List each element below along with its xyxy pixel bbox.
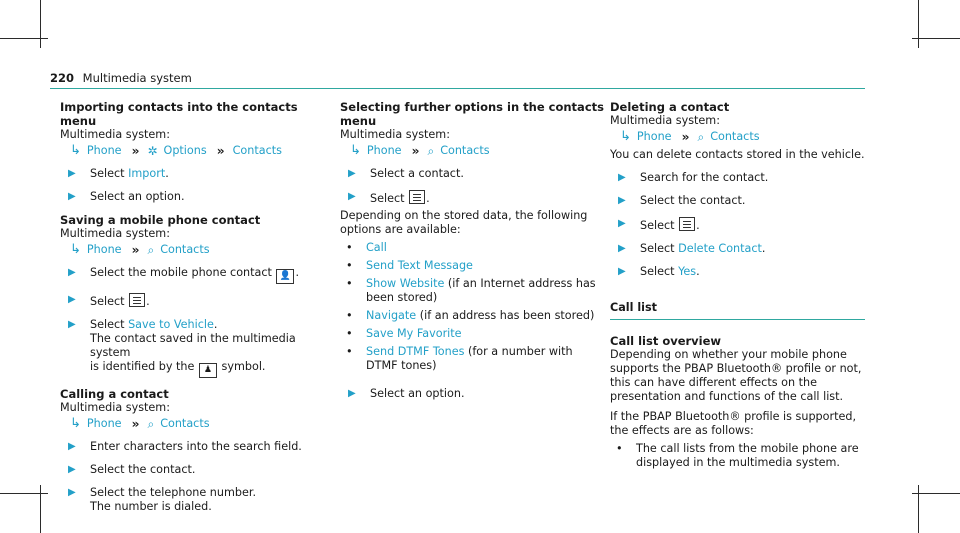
bullet-icon: •: [346, 241, 353, 254]
search-icon: ⌕: [147, 417, 155, 431]
save-title: Saving a mobile phone contact: [60, 213, 261, 227]
step-text: Select: [90, 167, 129, 180]
step-text: Select: [370, 192, 405, 205]
step: [340, 387, 605, 401]
column-3: [610, 100, 865, 470]
ms-label: Multimedia system:: [60, 128, 170, 141]
header-rule: [50, 88, 865, 89]
ms-label: Multimedia system:: [610, 114, 720, 127]
path-contacts: Contacts: [710, 130, 760, 143]
step-desc: is identified by the: [90, 360, 195, 373]
options-desc: [340, 209, 605, 237]
ms-label: Multimedia system:: [60, 227, 170, 240]
step-desc: The contact saved in the multimedia system: [90, 332, 296, 359]
option-note: (if an address has been stored): [416, 309, 595, 322]
call-list-heading: Call list: [610, 301, 658, 314]
step-text: Select an option.: [90, 190, 185, 203]
menu-icon: [129, 293, 145, 307]
page-number: 220: [50, 71, 75, 85]
step-bullet-icon: ▶: [618, 195, 626, 206]
overview-title: Call list overview: [610, 334, 722, 348]
menu-icon: [409, 190, 425, 204]
overview-bullet: The call lists from the mobile phone are displayed in the multimedia system.: [636, 442, 859, 469]
bullet-icon: •: [346, 259, 353, 272]
call-path: [60, 417, 325, 431]
path-contacts: Contacts: [232, 144, 282, 157]
step: [60, 486, 325, 514]
option-link: Send Text Message: [366, 259, 473, 272]
option-note: (if an Internet address has been stored): [366, 277, 596, 304]
step-text: Search for the contact.: [640, 171, 769, 184]
overview-paragraph: If the PBAP Bluetooth® profile is supported, the effects are as follows:: [610, 410, 857, 437]
step-bullet-icon: ▶: [68, 487, 76, 498]
path-phone: Phone: [86, 417, 122, 430]
step: ▶ Select .: [340, 190, 605, 206]
step-bullet-icon: ▶: [68, 294, 76, 305]
list-item: [340, 277, 605, 305]
step-bullet-icon: ▶: [68, 191, 76, 202]
step: ▶ Select the mobile phone contact 👤 .: [60, 266, 325, 284]
call-title: Calling a contact: [60, 387, 169, 401]
step-bullet-icon: ▶: [348, 191, 356, 202]
page-header: [50, 71, 192, 85]
step-text: Select the contact.: [640, 194, 746, 207]
crop-mark: [912, 493, 960, 494]
ms-label: Multimedia system:: [340, 128, 450, 141]
crop-mark: [40, 485, 41, 533]
step-bullet-icon: ▶: [618, 172, 626, 183]
crop-mark: [918, 0, 919, 48]
step-text: Select a contact.: [370, 167, 464, 180]
list-item: [340, 309, 605, 323]
step-text: Select the contact.: [90, 463, 196, 476]
path-phone: Phone: [636, 130, 672, 143]
step-text: Select: [640, 219, 675, 232]
chevron-right-icon: ››: [216, 144, 223, 158]
list-item: [610, 442, 865, 470]
save-path: [60, 243, 325, 257]
step-text: .: [213, 318, 218, 331]
section-rule: [610, 319, 865, 320]
bullet-icon: •: [616, 442, 623, 455]
path-phone: Phone: [86, 144, 122, 157]
option-link: Call: [366, 241, 387, 254]
header-title: Multimedia system: [82, 71, 192, 85]
chevron-right-icon: ››: [131, 243, 138, 257]
option-link: Show Website: [366, 277, 445, 290]
path-arrow-icon: ↳: [70, 416, 81, 431]
import-path: [60, 144, 325, 158]
bullet-icon: •: [346, 345, 353, 358]
step-bullet-icon: ▶: [348, 388, 356, 399]
list-item: [340, 345, 605, 373]
step: [60, 318, 325, 378]
delete-title: Deleting a contact: [610, 100, 730, 114]
step: ▶ Select Yes.: [610, 265, 865, 279]
step-bullet-icon: ▶: [68, 441, 76, 452]
column-2: [340, 100, 605, 401]
step-text: Select: [90, 295, 125, 308]
step: [60, 440, 325, 454]
step: [60, 190, 325, 204]
crop-mark: [912, 38, 960, 39]
step: [610, 194, 865, 208]
path-arrow-icon: ↳: [620, 129, 631, 144]
option-link: Navigate: [366, 309, 417, 322]
step-bullet-icon: ▶: [618, 218, 626, 229]
path-phone: Phone: [366, 144, 402, 157]
path-arrow-icon: ↳: [70, 143, 81, 158]
path-phone: Phone: [86, 243, 122, 256]
option-note: (for a number with DTMF tones): [366, 345, 573, 372]
path-options: Options: [163, 144, 207, 157]
vehicle-contact-icon: ♟: [199, 363, 217, 378]
import-link: Import: [128, 167, 166, 180]
list-item: [340, 327, 605, 341]
step-bullet-icon: ▶: [618, 243, 626, 254]
chevron-right-icon: ››: [131, 144, 138, 158]
step-bullet-icon: ▶: [68, 267, 76, 278]
path-arrow-icon: ↳: [350, 143, 361, 158]
search-icon: ⌕: [147, 243, 155, 257]
search-icon: ⌕: [697, 130, 705, 144]
bullet-icon: •: [346, 327, 353, 340]
chevron-right-icon: ››: [411, 144, 418, 158]
step-text: Select the mobile phone contact: [90, 266, 272, 279]
step-text: Select: [640, 242, 679, 255]
step: ▶ Select Delete Contact.: [610, 242, 865, 256]
list-item: [340, 259, 605, 273]
path-contacts: Contacts: [160, 417, 210, 430]
step-bullet-icon: ▶: [348, 168, 356, 179]
delete-path: [610, 130, 865, 144]
chevron-right-icon: ››: [681, 130, 688, 144]
delete-desc: You can delete contacts stored in the vehicle.: [610, 148, 865, 161]
option-link: Send DTMF Tones: [366, 345, 465, 358]
options-desc-line: options are available:: [340, 223, 461, 236]
step: ▶ Select .: [610, 217, 865, 233]
step: [60, 167, 325, 181]
yes-link: Yes: [678, 265, 697, 278]
ms-label: Multimedia system:: [60, 401, 170, 414]
step: [610, 171, 865, 185]
save-to-vehicle-link: Save to Vehicle: [128, 318, 214, 331]
crop-mark: [40, 0, 41, 48]
step-desc: The number is dialed.: [90, 500, 212, 513]
step-bullet-icon: ▶: [618, 266, 626, 277]
search-icon: ⌕: [427, 144, 435, 158]
list-item: [340, 241, 605, 255]
step: [340, 167, 605, 181]
delete-contact-link: Delete Contact: [678, 242, 762, 255]
bullet-icon: •: [346, 277, 353, 290]
step: ▶ Select .: [60, 293, 325, 309]
chevron-right-icon: ››: [131, 417, 138, 431]
import-title: Importing contacts into the contacts menu: [60, 100, 298, 128]
mobile-contact-icon: 👤: [276, 269, 294, 284]
step-text: Enter characters into the search field.: [90, 440, 302, 453]
step-bullet-icon: ▶: [68, 319, 76, 330]
bullet-icon: •: [346, 309, 353, 322]
crop-mark: [918, 485, 919, 533]
column-1: [60, 100, 325, 514]
gear-icon: ✲: [147, 144, 158, 158]
overview-paragraph: Depending on whether your mobile phone supports the PBAP Bluetooth® profile or not, this can have different effects on the presentation and functions of the call list.: [610, 348, 862, 403]
path-contacts: Contacts: [440, 144, 490, 157]
menu-icon: [679, 217, 695, 231]
step-text: .: [165, 167, 169, 180]
step-bullet-icon: ▶: [68, 464, 76, 475]
step-bullet-icon: ▶: [68, 168, 76, 179]
path-contacts: Contacts: [160, 243, 210, 256]
step-text: Select: [90, 318, 129, 331]
options-desc-line: Depending on the stored data, the following: [340, 209, 588, 222]
option-link: Save My Favorite: [366, 327, 462, 340]
step-desc: symbol.: [221, 360, 266, 373]
path-arrow-icon: ↳: [70, 242, 81, 257]
step: [60, 463, 325, 477]
step-text: Select the telephone number.: [90, 486, 257, 499]
further-path: [340, 144, 605, 158]
step-text: Select an option.: [370, 387, 465, 400]
further-options-title: Selecting further options in the contacts menu: [340, 100, 604, 128]
step-text: Select: [640, 265, 679, 278]
